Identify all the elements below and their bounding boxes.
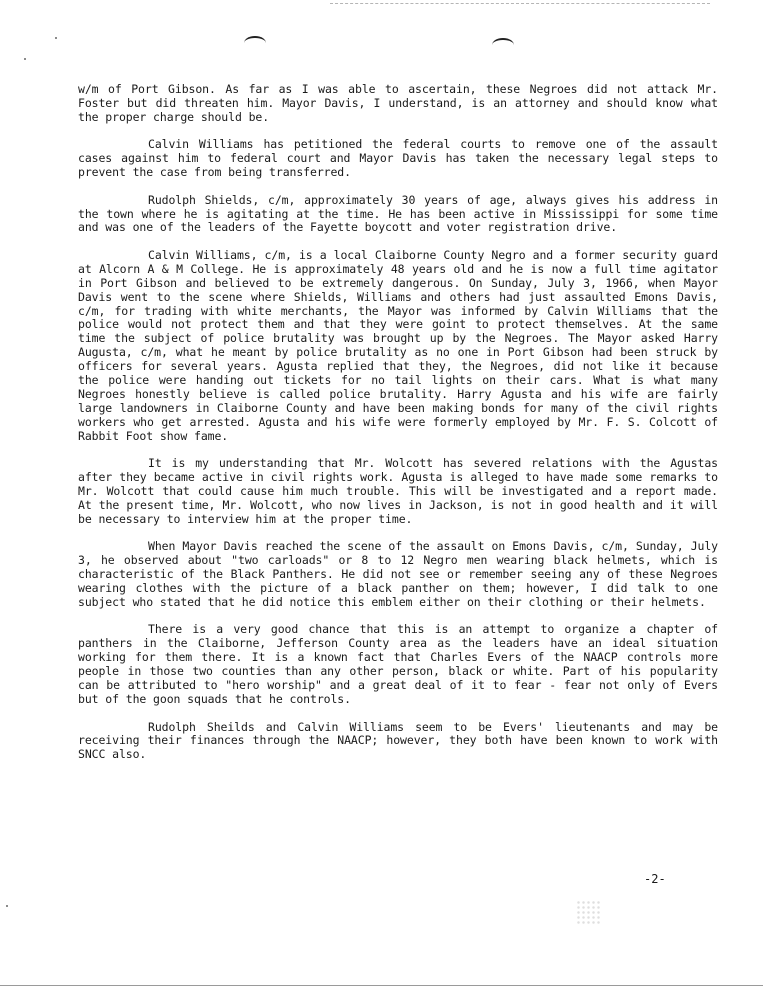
paragraph-3: Rudolph Shields, c/m, approximately 30 years of age, always gives his address in the town where he is agitating at the time. He has been active in Mississippi for some time and was one of the leaders of the Fayette boycott and voter registration drive. [78, 192, 718, 235]
paragraph-8: Rudolph Sheilds and Calvin Williams seem to be Evers' lieutenants and may be receiving their finances through the NAACP; however, they both have been known to work with SNCC also. [78, 719, 718, 762]
paragraph-4: Calvin Williams, c/m, is a local Claiborne County Negro and a former security guard at Alcorn A & M College. He is approximately 48 years old and he is now a full time agitator in Port Gibson and believed to be extremely dangerous. On Sunday, July 3, 1966, when Mayor Davis went to the scene where Shields, Williams and others had just assaulted Emons Davis, c/m, for trading with white merchants, the Mayor was informed by Calvin Williams that the police would not protect them and that they were goint to protect themselves. At the same time the subject of police brutality was brought up by the Negroes. The Mayor asked Harry Augusta, c/m, what he meant by police brutality as no one in Port Gibson had been struck by officers for several years. Agusta replied that they, the Negroes, did not like it because the police were handing out tickets for no tail lights on their cars. What is what many Negroes honestly believe is called police brutality. Harry Agusta and his wife are fairly large landowners in Claiborne County and have been making bonds for many of the civil rights workers who get arrested. Agusta and his wife were formerly employed by Mr. F. S. Colcott of Rabbit Foot show fame. [78, 247, 718, 443]
page-number: -2- [644, 872, 666, 886]
paragraph-6: When Mayor Davis reached the scene of the assault on Emons Davis, c/m, Sunday, July 3, he observed about "two carloads" or 8 to 12 Negro men wearing black helmets, which is characteristic of the Black Panthers. He did not see or remember seeing any of these Negroes wearing clothes with the picture of a black panther on them; however, I did talk to one subject who stated that he did notice this emblem either on their clothing or their helmets. [78, 539, 718, 609]
paragraph-2: Calvin Williams has petitioned the federal courts to remove one of the assault cases against him to federal court and Mayor Davis has taken the necessary legal steps to prevent the case from being transferred. [78, 137, 718, 180]
paragraph-7: There is a very good chance that this is an attempt to organize a chapter of panthers in the Claiborne, Jefferson County area as the leaders have an ideal situation working for them there. It is a known fact that Charles Evers of the NAACP controls more people in those two counties than any other person, black or white. Part of his popularity can be attributed to "hero worship" and a great deal of it to fear - fear not only of Evers but of the goon squads that he controls. [78, 622, 718, 706]
top-edge-line [330, 3, 710, 4]
punch-hole-mark-left [244, 36, 266, 50]
paragraph-1: w/m of Port Gibson. As far as I was able to ascertain, these Negroes did not attack Mr. Foster but did threaten him. Mayor Davis, I understand, is an attorney and should know what the proper charge should be. [78, 82, 718, 124]
punch-hole-mark-right [492, 38, 514, 52]
memo-body [78, 83, 718, 776]
scan-speck [55, 37, 57, 39]
bottom-edge-line [0, 985, 763, 986]
paragraph-5: It is my understanding that Mr. Wolcott has severed relations with the Agustas after they became active in civil rights work. Agusta is alleged to have made some remarks to Mr. Wolcott that could cause him much trouble. This will be investigated and a report made. At the present time, Mr. Wolcott, who now lives in Jackson, is not in good health and it will be necessary to interview him at the proper time. [78, 456, 718, 526]
scan-speck [6, 905, 8, 907]
scan-smudge [576, 900, 602, 926]
scan-speck [24, 58, 26, 60]
